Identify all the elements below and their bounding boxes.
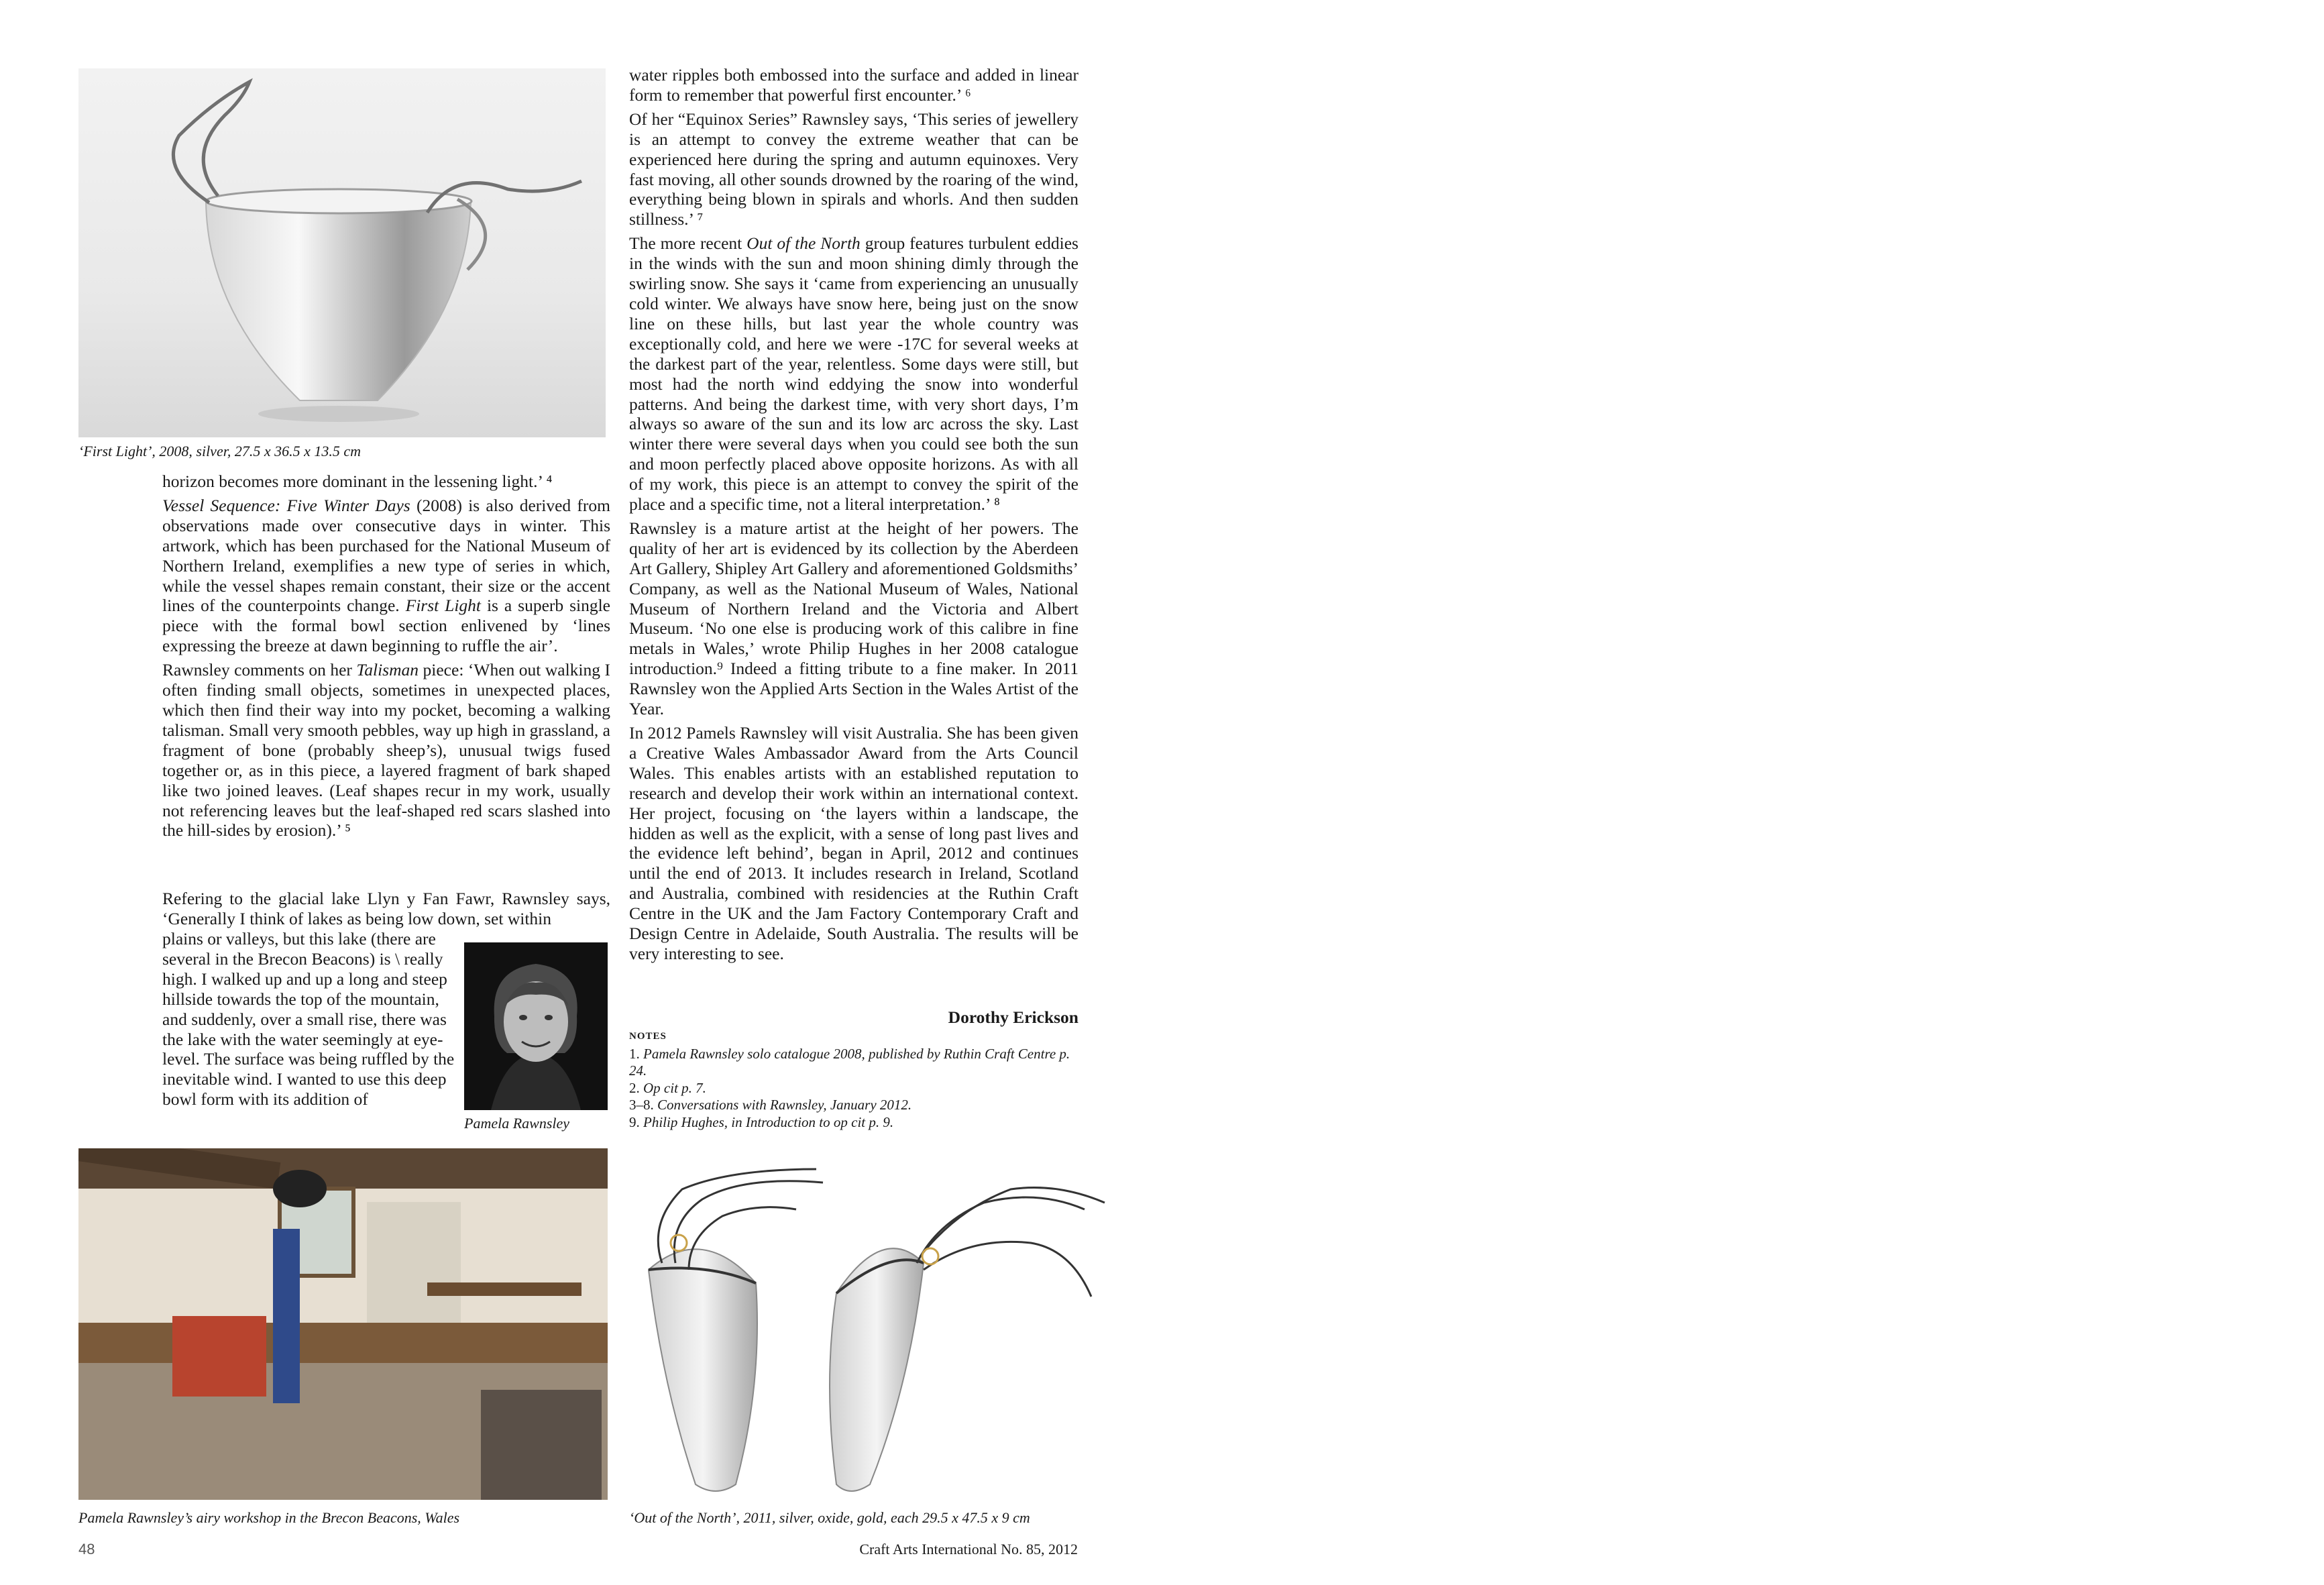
note-item: 2. Op cit p. 7. (629, 1079, 706, 1096)
right-paragraph-4: Rawnsley is a mature artist at the height of her powers. The quality of her art is evidenced by its collection by the Aberdeen Art Gallery, Shipley Art Gallery and aforementioned Goldsmiths’ Company, as well as the National Museum of Wales, National Museum of Northern Ireland and the Victoria and Albert Museum. ‘No one else is producing work of this calibre in fine metals in Wales,’ wrote Philip Hughes in her 2008 catalogue introduction.⁹ Indeed a fitting tribute to a fine maker. In 2011 Rawnsley won the Applied Arts Section in the Wales Artist of the Year. (629, 518, 1078, 719)
right-paragraph-1: water ripples both embossed into the surface and added in linear form to remember that powerful first encounter.’ ⁶ (629, 65, 1078, 105)
left-column (162, 472, 610, 844)
left-paragraph-1: horizon becomes more dominant in the lessening light.’ ⁴ (162, 472, 553, 491)
right-paragraph-2: Of her “Equinox Series” Rawnsley says, ‘This series of jewellery is an attempt to convey the extreme weather that can be experienced here during the spring and autumn equinoxes. Very fast moving, all other sounds drowned by the roaring of the wind, everything being blown in spirals and whorls. And then sudden stillness.’ ⁷ (629, 109, 1078, 229)
first-light-caption: ‘First Light’, 2008, silver, 27.5 x 36.5 x 13.5 cm (78, 443, 362, 459)
left-paragraph-2: Vessel Sequence: Five Winter Days (2008) is also derived from observations made over consecutive days in winter. This artwork, which has been purchased for the National Museum of Northern Ireland, exemplifies a new type of series in which, while the vessel shapes remain constant, their size or the accent lines of the counterpoints change. First Light is a superb single piece with the formal bowl section enlivened by ‘lines expressing the breeze at dawn beginning to ruffle the air’. (162, 495, 610, 656)
right-paragraph-5: In 2012 Pamels Rawnsley will visit Australia. She has been given a Creative Wales Ambassador Award from the Arts Council Wales. This enables artists with an established reputation to research and develop their work within an international context. Her project, focusing on ‘the layers within a landscape, the hidden as well as the explicit, with a sense of long past lives and the evidence left behind’, began in April, 2012 and continues until the end of 2013. It includes research in Ireland, Scotland and Australia, combined with residencies at the Ruthin Craft Centre in the UK and the Jam Factory Contemporary Craft and Design Centre in Adelaide, South Australia. The results will be very interesting to see. (629, 723, 1078, 963)
out-of-the-north-photo (622, 1162, 1118, 1505)
author-name: Dorothy Erickson (948, 1007, 1078, 1027)
left-paragraph-3: Rawnsley comments on her Talisman piece: ‘When out walking I often finding small objects, sometimes in unexpected places, which then find their way into my pocket, becoming a walking talisman. Small very smooth pebbles, way up high in grassland, a fragment of bone (probably sheep’s), unusual twigs fused together or, as in this piece, a layered fragment of bark shaped like two joined leaves. (Leaf shapes recur in my work, usually not referencing leaves but the leaf-shaped red scars slashed into the hill-sides by erosion).’ ⁵ (162, 660, 610, 840)
note-item: 1. Pamela Rawnsley solo catalogue 2008, published by Ruthin Craft Centre p. 24. (629, 1045, 1070, 1079)
portrait-photo (464, 942, 608, 1110)
page-number: 48 (78, 1541, 95, 1557)
note-item: 3–8. Conversations with Rawnsley, January 2012. (629, 1097, 912, 1113)
left-paragraph-4-intro: Refering to the glacial lake Llyn y Fan Fawr, Rawnsley says, ‘Generally I think of lakes as being low down, set within (162, 889, 610, 928)
notes-section (629, 1028, 1078, 1131)
portrait-caption: Pamela Rawnsley (464, 1115, 570, 1132)
magazine-footer: Craft Arts International No. 85, 2012 (859, 1541, 1078, 1557)
right-paragraph-3: The more recent Out of the North group features turbulent eddies in the winds with the sun and moon shining dimly through the swirling snow. She says it ‘came from experiencing an unusually cold winter. We always have snow here, being just on the snow line on these hills, but last year the whole country was exceptionally cold, and here we were -17C for several weeks at the darkest part of the year, relentless. Some days were still, but most had the north wind eddying the snow into wonderful patterns. And being the darkest time, with very short days, I’m always so aware of the sun and its low arc across the sky. Last winter there were several days when you could see both the sun and moon perfectly placed above opposite horizons. As with all of my work, this piece is an attempt to convey the spirit of the place and a specific time, not a literal interpretation.’ ⁸ (629, 233, 1078, 514)
notes-heading: NOTES (629, 1031, 667, 1042)
workshop-caption: Pamela Rawnsley’s airy workshop in the Brecon Beacons, Wales (78, 1509, 460, 1526)
note-item: 9. Philip Hughes, in Introduction to op cit p. 9. (629, 1113, 894, 1130)
first-light-photo (78, 68, 606, 437)
left-paragraph-4-wrap: plains or valleys, but this lake (there are several in the Brecon Beacons) is \ really high. I walked up and up a long and steep hillside towards the top of the mountain, and suddenly, over a small rise, there was the lake with the water seemingly at eye-level. The surface was being ruffled by the inevitable wind. I wanted to use this deep bowl form with its addition of (162, 929, 455, 1109)
right-column (629, 65, 1078, 964)
workshop-photo (78, 1148, 608, 1500)
out-of-the-north-caption: ‘Out of the North’, 2011, silver, oxide, gold, each 29.5 x 47.5 x 9 cm (629, 1509, 1030, 1526)
